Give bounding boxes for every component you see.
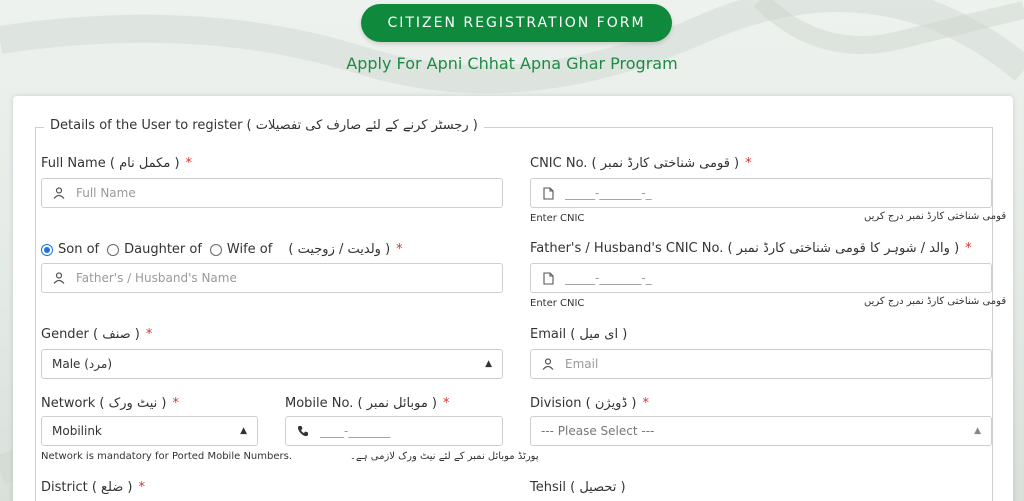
- father-cnic-hint-urdu: قومی شناختی کارڈ نمبر درج کریں: [864, 296, 1007, 307]
- program-subtitle: Apply For Apni Chhat Apna Ghar Program: [346, 54, 678, 73]
- email-label: Email ( ای میل ): [530, 327, 628, 342]
- user-icon: [541, 357, 555, 371]
- relation-radio-group: Son of Daughter of Wife of ( ولدیت / زوجیت ) *: [41, 242, 403, 257]
- full-name-field[interactable]: [41, 178, 503, 208]
- user-icon: [52, 271, 66, 285]
- father-cnic-hint: Enter CNIC: [530, 298, 585, 309]
- cnic-hint-urdu: قومی شناختی کارڈ نمبر درج کریں: [864, 211, 1007, 222]
- radio-dot[interactable]: [107, 244, 119, 256]
- radio-dot-selected[interactable]: [41, 244, 53, 256]
- id-card-icon: [541, 186, 555, 200]
- form-title: CITIZEN REGISTRATION FORM: [361, 4, 672, 42]
- network-label: Network ( نیٹ ورک ) *: [41, 396, 179, 411]
- email-field[interactable]: [530, 349, 992, 379]
- caret-down-icon: ▲: [974, 426, 981, 436]
- section-legend: Details of the User to register ( رجسٹر کرنے کے لئے صارف کی تفصیلات ): [44, 118, 484, 133]
- gender-select[interactable]: [41, 349, 503, 379]
- user-icon: [52, 186, 66, 200]
- caret-down-icon: ▲: [485, 359, 492, 369]
- radio-son-of[interactable]: Son of: [41, 242, 99, 257]
- phone-icon: [296, 424, 310, 438]
- full-name-input[interactable]: [76, 186, 502, 200]
- radio-wife-of[interactable]: Wife of: [210, 242, 272, 257]
- cnic-hint: Enter CNIC: [530, 213, 585, 224]
- cnic-input[interactable]: [565, 186, 991, 200]
- network-select[interactable]: [41, 416, 258, 446]
- caret-down-icon: ▲: [240, 426, 247, 436]
- gender-label: Gender ( صنف ) *: [41, 327, 153, 342]
- tehsil-label: Tehsil ( تحصیل ): [530, 480, 626, 495]
- mobile-input[interactable]: [320, 424, 502, 438]
- relation-urdu-label: ( ولدیت / زوجیت ): [288, 242, 391, 257]
- division-select[interactable]: [530, 416, 992, 446]
- full-name-label: Full Name ( مکمل نام ) *: [41, 156, 193, 171]
- mobile-field[interactable]: [285, 416, 503, 446]
- cnic-field[interactable]: [530, 178, 992, 208]
- father-name-field[interactable]: [41, 263, 503, 293]
- id-card-icon: [541, 271, 555, 285]
- district-label: District ( ضلع ) *: [41, 480, 146, 495]
- radio-daughter-of[interactable]: Daughter of: [107, 242, 202, 257]
- father-name-input[interactable]: [76, 271, 502, 285]
- mobile-hint-urdu: پورٹڈ موبائل نمبر کے لئے نیٹ ورک لازمی ہے۔: [350, 451, 539, 462]
- network-selected-value: Mobilink: [52, 424, 102, 438]
- father-cnic-label: Father's / Husband's CNIC No. ( والد / شوہر کا قومی شناختی کارڈ نمبر ) *: [530, 241, 972, 256]
- radio-dot[interactable]: [210, 244, 222, 256]
- father-cnic-input[interactable]: [565, 271, 991, 285]
- division-selected-value: --- Please Select ---: [541, 424, 655, 438]
- division-label: Division ( ڈویژن ) *: [530, 396, 649, 411]
- gender-selected-value: Male (مرد): [52, 357, 113, 371]
- cnic-label: CNIC No. ( قومی شناختی کارڈ نمبر ) *: [530, 156, 752, 171]
- father-cnic-field[interactable]: [530, 263, 992, 293]
- email-input[interactable]: [565, 357, 991, 371]
- network-hint: Network is mandatory for Ported Mobile Numbers.: [41, 451, 293, 462]
- mobile-label: Mobile No. ( موبائل نمبر ) *: [285, 396, 450, 411]
